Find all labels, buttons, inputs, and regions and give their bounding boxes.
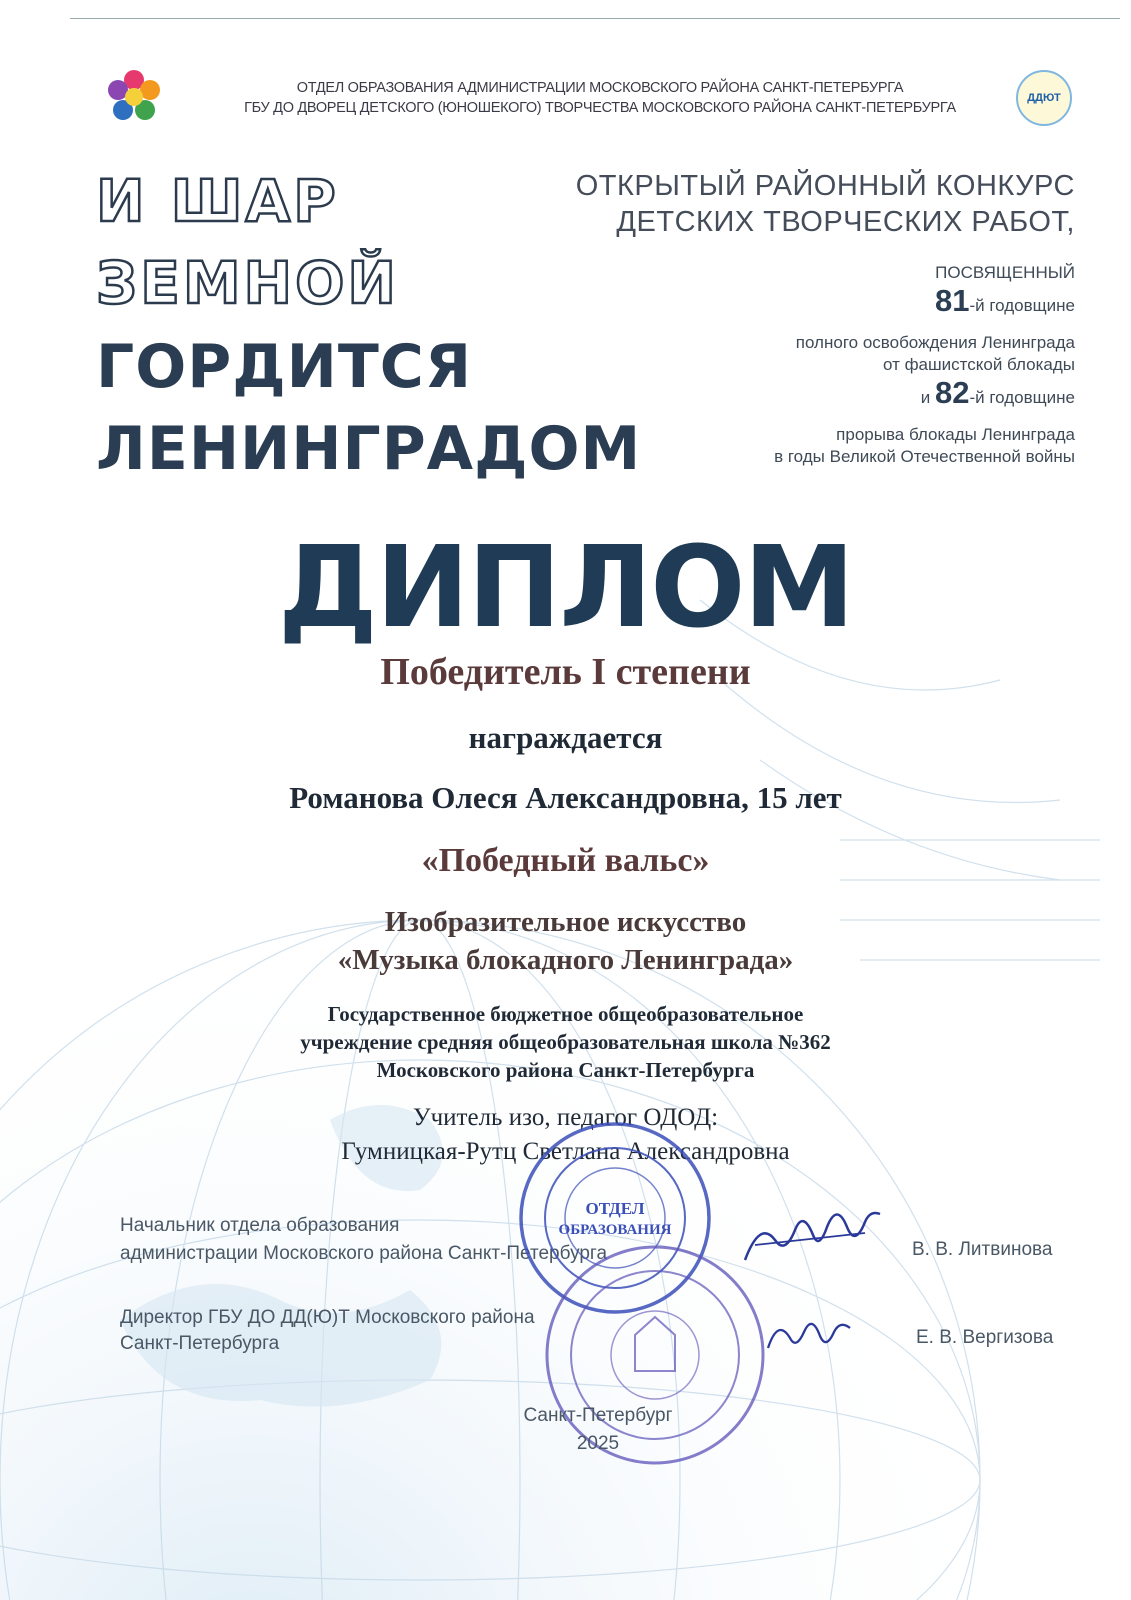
diploma-awarded: награждается bbox=[468, 720, 663, 755]
ddyut-logo-text: ДДЮТ bbox=[1027, 92, 1061, 104]
signatory-1-title-line-2: администрации Московского района Санкт-Петербурга bbox=[120, 1243, 608, 1264]
organizer-header bbox=[190, 78, 1010, 118]
anniversary-1-number: 81 bbox=[934, 283, 970, 318]
anniversary-2-suffix: -й годовщине bbox=[969, 388, 1075, 407]
anniversary-2 bbox=[920, 375, 1075, 410]
diploma-work-title: «Победный вальс» bbox=[421, 842, 710, 879]
anniversary-2-and: и bbox=[920, 388, 931, 407]
event-2-line-2: в годы Великой Отечественной войны bbox=[774, 447, 1075, 466]
diploma-heading: ДИПЛОМ bbox=[278, 523, 853, 653]
stamp-1-center-line-2: ОБРАЗОВАНИЯ bbox=[558, 1222, 672, 1238]
title-line-1: И ШАР bbox=[96, 167, 339, 235]
signatory-2-title-line-1: Директор ГБУ ДО ДД(Ю)Т Московского района bbox=[120, 1307, 535, 1328]
contest-line-1: ОТКРЫТЫЙ РАЙОННЫЙ КОНКУРС bbox=[575, 170, 1075, 202]
diploma-category: Изобразительное искусство bbox=[384, 906, 747, 938]
signature-2-mark bbox=[760, 1310, 860, 1360]
title-line-2: ЗЕМНОЙ bbox=[96, 249, 399, 317]
signatory-2-name: Е. В. Вергизова bbox=[916, 1327, 1054, 1348]
diploma-nomination: «Музыка блокадного Ленинграда» bbox=[337, 944, 794, 976]
footer-city: Санкт-Петербург bbox=[523, 1405, 673, 1426]
diploma-recipient: Романова Олеся Александровна, 15 лет bbox=[289, 780, 842, 815]
top-rule bbox=[70, 18, 1120, 19]
event-1-line-1: полного освобождения Ленинграда bbox=[795, 333, 1075, 352]
signatory-1-name: В. В. Литвинова bbox=[912, 1239, 1053, 1260]
diploma-degree: Победитель I степени bbox=[380, 651, 751, 693]
contest-line-2: ДЕТСКИХ ТВОРЧЕСКИХ РАБОТ, bbox=[616, 206, 1075, 238]
anniversary-1 bbox=[934, 283, 1075, 318]
anniversary-2-number: 82 bbox=[934, 375, 970, 410]
stamp-1-center-line-1: ОТДЕЛ bbox=[585, 1199, 645, 1218]
event-1-line-2: от фашистской блокады bbox=[882, 355, 1075, 374]
anniversary-1-suffix: -й годовщине bbox=[969, 296, 1075, 315]
teacher-role: Учитель изо, педагог ОДОД: bbox=[412, 1104, 719, 1131]
contest-dedicated: ПОСВЯЩЕННЫЙ bbox=[935, 263, 1075, 282]
title-line-4: ЛЕНИНГРАДОМ bbox=[96, 414, 642, 484]
teacher-name: Гумницкая-Рутц Светлана Александровна bbox=[341, 1138, 790, 1165]
signatory-1-title-line-1: Начальник отдела образования bbox=[120, 1215, 400, 1236]
school-line-2: учреждение средняя общеобразовательная школа №362 bbox=[300, 1030, 831, 1054]
header-line-1: ОТДЕЛ ОБРАЗОВАНИЯ АДМИНИСТРАЦИИ МОСКОВСКОГО РАЙОНА САНКТ-ПЕТЕРБУРГА bbox=[296, 80, 904, 96]
flower-logo-icon bbox=[105, 68, 163, 126]
ddyut-logo-icon bbox=[1016, 70, 1072, 126]
school-line-1: Государственное бюджетное общеобразовательное bbox=[327, 1002, 804, 1026]
school-line-3: Московского района Санкт-Петербурга bbox=[376, 1058, 755, 1082]
signatory-2-title-line-2: Санкт-Петербурга bbox=[120, 1333, 280, 1354]
title-line-3: ГОРДИТСЯ bbox=[96, 332, 473, 402]
header-line-2: ГБУ ДО ДВОРЕЦ ДЕТСКОГО (ЮНОШЕКОГО) ТВОРЧЕСТВА МОСКОВСКОГО РАЙОНА САНКТ-ПЕТЕРБУРГА bbox=[244, 100, 956, 116]
event-2-line-1: прорыва блокады Ленинграда bbox=[836, 425, 1075, 444]
footer-year: 2025 bbox=[576, 1433, 620, 1454]
